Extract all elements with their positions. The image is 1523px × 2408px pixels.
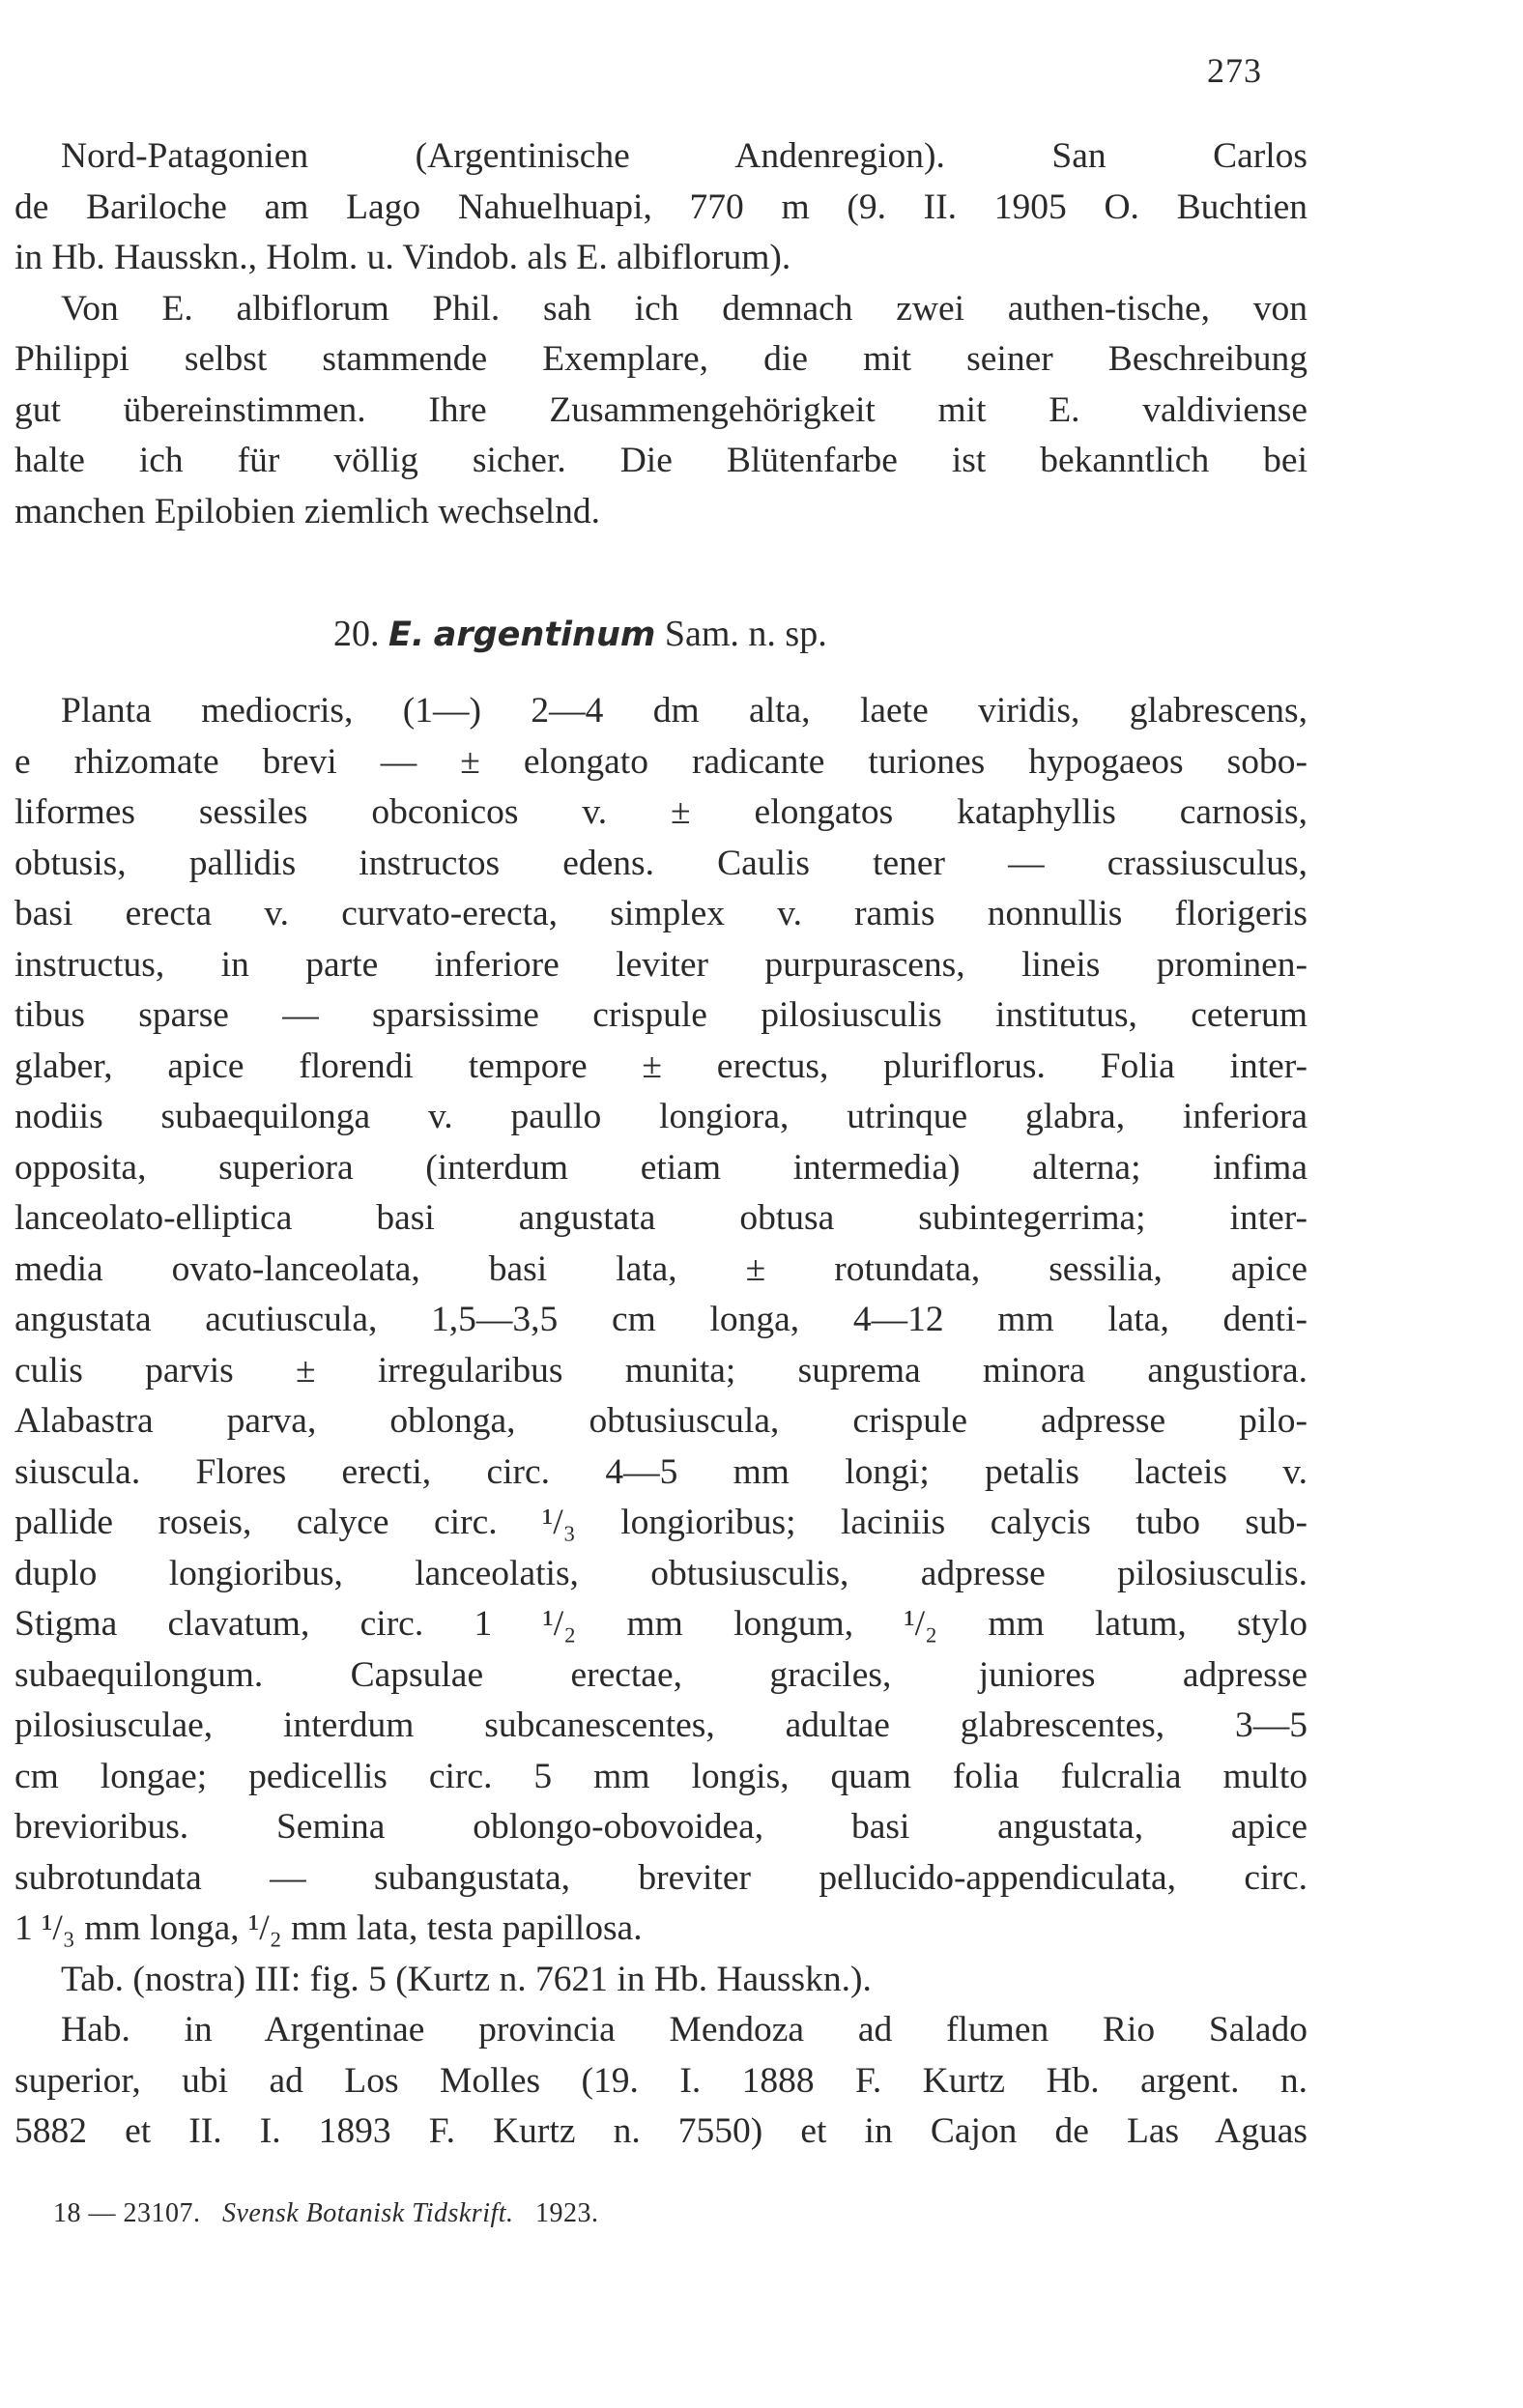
- text-line: lanceolato-elliptica basi angustata obtusa subintegerrima; inter-: [14, 1198, 1307, 1238]
- text-line: tibus sparse — sparsissime crispule pilosiusculis institutus, ceterum: [14, 995, 1307, 1035]
- species-number: 20.: [333, 614, 380, 654]
- text-line: Nord-Patagonien (Argentinische Andenregion). San Carlos: [61, 136, 1307, 176]
- text-line: angustata acutiuscula, 1,5—3,5 cm longa, 4—12 mm lata, denti-: [14, 1300, 1307, 1339]
- species-author: Sam. n. sp.: [664, 614, 827, 654]
- paragraph-2: [14, 686, 1307, 2158]
- text-line: obtusis, pallidis instructos edens. Caulis tener — crassiusculus,: [14, 843, 1307, 883]
- text-line: opposita, superiora (interdum etiam intermedia) alterna; infima: [14, 1147, 1307, 1188]
- page-number: 273: [1207, 51, 1262, 90]
- text-line: Hab. in Argentinae provincia Mendoza ad flumen Rio Salado: [61, 2010, 1307, 2050]
- text-line: glaber, apice florendi tempore ± erectus, pluriflorus. Folia inter-: [14, 1046, 1307, 1086]
- text-line: Alabastra parva, oblonga, obtusiuscula, crispule adpresse pilo-: [14, 1401, 1307, 1441]
- text-line: instructus, in parte inferiore leviter purpurascens, lineis prominen-: [14, 944, 1307, 985]
- text-line: de Bariloche am Lago Nahuelhuapi, 770 m (9. II. 1905 O. Buchtien: [14, 186, 1307, 227]
- text-line: pilosiusculae, interdum subcanescentes, adultae glabrescentes, 3—5: [14, 1706, 1307, 1745]
- text-line: pallide roseis, calyce circ. ¹/₃ longioribus; laciniis calycis tubo sub-: [14, 1503, 1307, 1542]
- species-epithet: argentinum: [433, 616, 656, 654]
- text-line: nodiis subaequilonga v. paullo longiora, utrinque glabra, inferiora: [14, 1097, 1307, 1136]
- text-line: superior, ubi ad Los Molles (19. I. 1888 F. Kurtz Hb. argent. n.: [14, 2060, 1307, 2101]
- text-line: gut übereinstimmen. Ihre Zusammengehörigkeit mit E. valdiviense: [14, 389, 1307, 430]
- text-line: liformes sessiles obconicos v. ± elongatos kataphyllis carnosis,: [14, 792, 1307, 832]
- text-line: 5882 et II. I. 1893 F. Kurtz n. 7550) et in Cajon de Las Aguas: [14, 2111, 1307, 2151]
- footer-journal: Svensk Botanisk Tidskrift.: [222, 2198, 514, 2228]
- footer-year: 1923.: [535, 2198, 599, 2228]
- text-line: e rhizomate brevi — ± elongato radicante turiones hypogaeos sobo-: [14, 741, 1307, 782]
- text-line: subaequilongum. Capsulae erectae, graciles, juniores adpresse: [14, 1654, 1307, 1695]
- text-line: brevioribus. Semina oblongo-obovoidea, basi angustata, apice: [14, 1807, 1307, 1847]
- paragraph-1: [14, 131, 1307, 537]
- text-line: halte ich für völlig sicher. Die Blütenfarbe ist bekanntlich bei: [14, 441, 1307, 480]
- text-line: culis parvis ± irregularibus munita; suprema minora angustiora.: [14, 1350, 1307, 1390]
- text-line: basi erecta v. curvato-erecta, simplex v. ramis nonnullis florigeris: [14, 894, 1307, 933]
- page-footer: [53, 2198, 599, 2229]
- text-line: Von E. albiflorum Phil. sah ich demnach zwei authen-tische, von: [61, 288, 1307, 329]
- footer-sheet: 18 — 23107.: [53, 2198, 201, 2228]
- species-genus: E.: [388, 616, 425, 654]
- text-line: Stigma clavatum, circ. 1 ¹/₂ mm longum, ¹/₂ mm latum, stylo: [14, 1604, 1307, 1644]
- text-line: manchen Epilobien ziemlich wechselnd.: [14, 491, 601, 531]
- text-line: cm longae; pedicellis circ. 5 mm longis, quam folia fulcralia multo: [14, 1756, 1307, 1796]
- text-line: Planta mediocris, (1—) 2—4 dm alta, laete viridis, glabrescens,: [61, 691, 1307, 731]
- text-line: Philippi selbst stammende Exemplare, die mit seiner Beschreibung: [14, 339, 1307, 379]
- text-line: siuscula. Flores erecti, circ. 4—5 mm longi; petalis lacteis v.: [14, 1451, 1307, 1492]
- text-line: in Hb. Hausskn., Holm. u. Vindob. als E. albiflorum).: [14, 238, 791, 277]
- tab-reference: Tab. (nostra) III: fig. 5 (Kurtz n. 7621 in Hb. Hausskn.).: [61, 1959, 872, 1999]
- species-heading: [333, 613, 827, 655]
- text-line: 1 ¹/₃ mm longa, ¹/₂ mm lata, testa papillosa.: [14, 1908, 643, 1948]
- text-line: media ovato-lanceolata, basi lata, ± rotundata, sessilia, apice: [14, 1248, 1307, 1289]
- text-line: duplo longioribus, lanceolatis, obtusiusculis, adpresse pilosiusculis.: [14, 1553, 1307, 1593]
- text-line: subrotundata — subangustata, breviter pellucido-appendiculata, circ.: [14, 1857, 1307, 1898]
